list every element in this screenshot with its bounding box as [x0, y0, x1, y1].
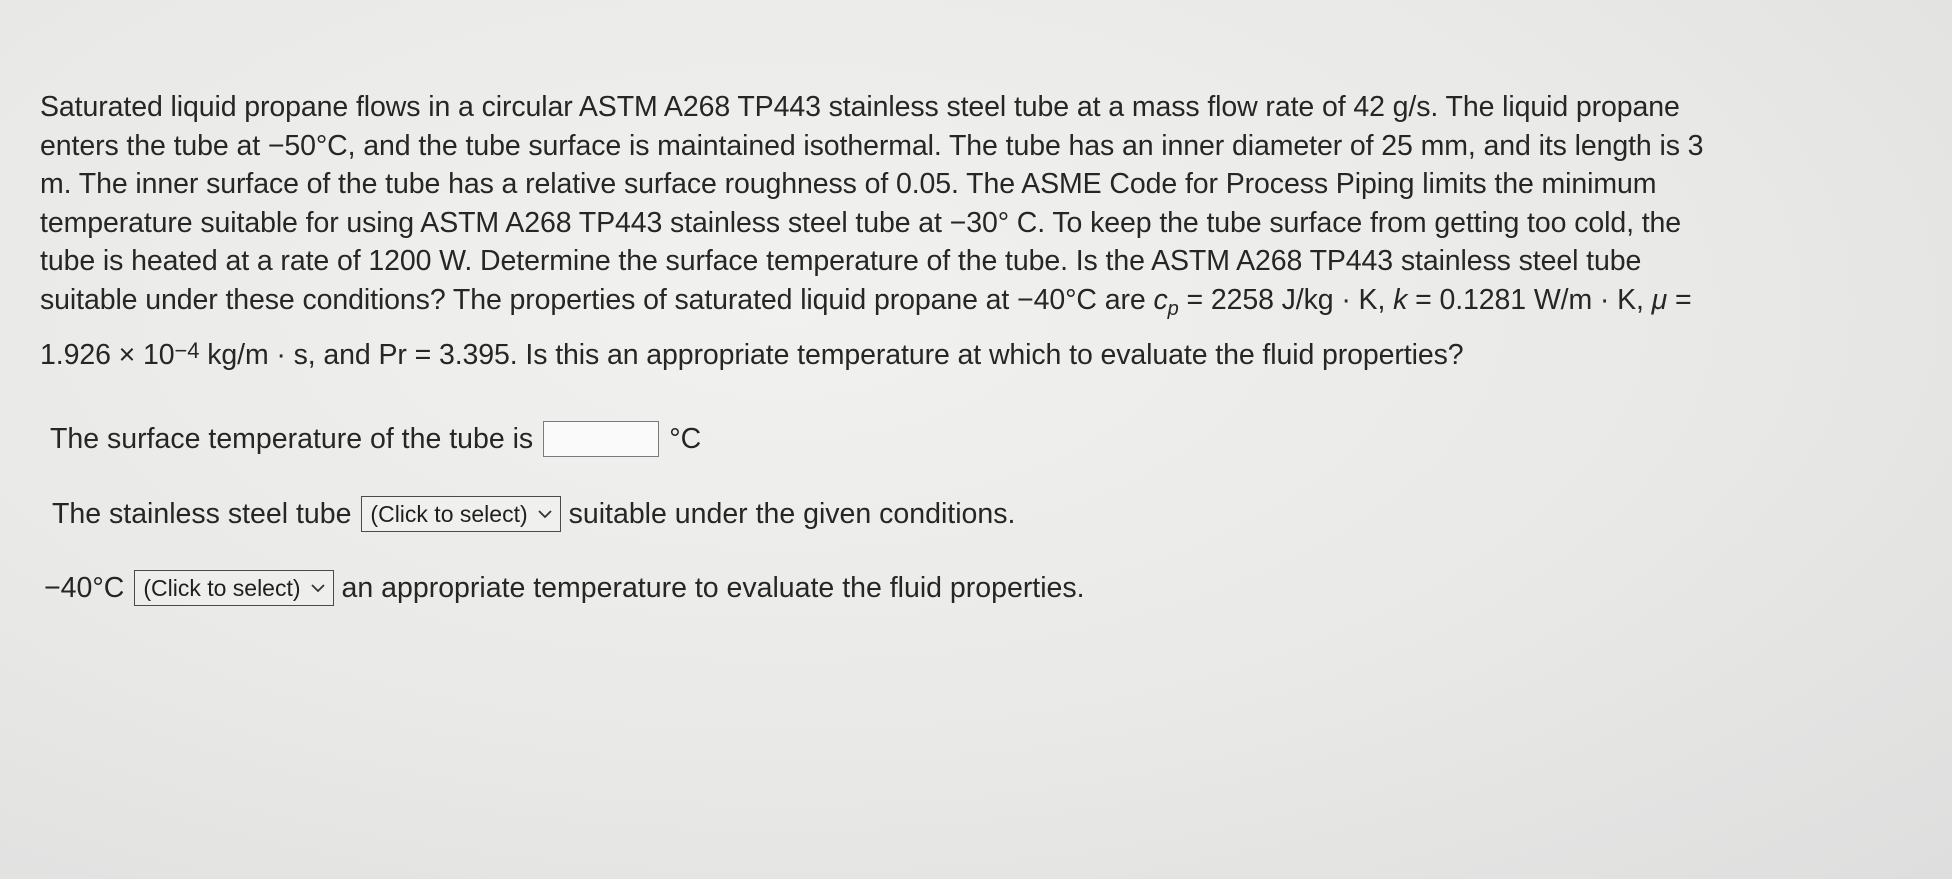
evaluation-temperature-select-label: (Click to select) [143, 574, 301, 601]
evaluation-temperature-select[interactable] [134, 570, 333, 606]
question-surface-temperature [50, 417, 701, 461]
mu-exponent: −4 [174, 338, 200, 363]
question-evaluation-temperature [44, 566, 1085, 610]
tube-suitability-select[interactable] [361, 496, 560, 532]
q1-unit: °C [669, 422, 702, 455]
cp-subscript: p [1167, 297, 1179, 320]
problem-statement [40, 88, 1920, 377]
problem-line-4: temperature suitable for using ASTM A268 TP443 stainless steel tube at −30° C. To keep the tube surface from getting too cold, the [40, 206, 1682, 239]
k-symbol: k [1393, 283, 1408, 316]
mu-base: 1.926 × 10 [40, 339, 175, 371]
problem-line-2: enters the tube at −50°C, and the tube surface is maintained isothermal. The tube has an inner diameter of 25 mm, and its length is 3 [40, 129, 1704, 162]
q3-prefix: −40°C [44, 571, 125, 604]
problem-line-6-text: suitable under these conditions? The properties of saturated liquid propane at −40°C are [40, 283, 1146, 316]
problem-line-3: m. The inner surface of the tube has a relative surface roughness of 0.05. The ASME Code for Process Piping limits the minimum [40, 168, 1657, 200]
k-value: = 0.1281 W/m · K, [1415, 283, 1644, 316]
q1-prefix: The surface temperature of the tube is [50, 422, 534, 455]
problem-line-7 [40, 336, 1920, 377]
cp-value: = 2258 J/kg · K, [1186, 283, 1386, 316]
surface-temperature-input[interactable] [543, 421, 659, 457]
chevron-down-icon [536, 505, 554, 523]
q2-prefix: The stainless steel tube [52, 497, 352, 530]
tube-suitability-select-label: (Click to select) [370, 500, 528, 527]
q2-suffix: suitable under the given conditions. [568, 497, 1016, 530]
q3-suffix: an appropriate temperature to evaluate the fluid properties. [341, 571, 1085, 604]
mu-equals: = [1675, 283, 1692, 316]
question-tube-suitability [52, 492, 1015, 536]
mu-symbol: μ [1651, 283, 1668, 316]
problem-line-7-rest: kg/m · s, and Pr = 3.395. Is this an appropriate temperature at which to evaluate the fluid properties? [199, 339, 1464, 371]
problem-line-6 [40, 281, 1920, 323]
problem-line-5: tube is heated at a rate of 1200 W. Determine the surface temperature of the tube. Is the ASTM A268 TP443 stainless steel tube [40, 245, 1642, 277]
problem-line-1: Saturated liquid propane flows in a circular ASTM A268 TP443 stainless steel tube at a mass flow rate of 42 g/s. The liquid propane [40, 91, 1680, 123]
chevron-down-icon [309, 579, 327, 597]
cp-symbol: c [1153, 283, 1168, 316]
